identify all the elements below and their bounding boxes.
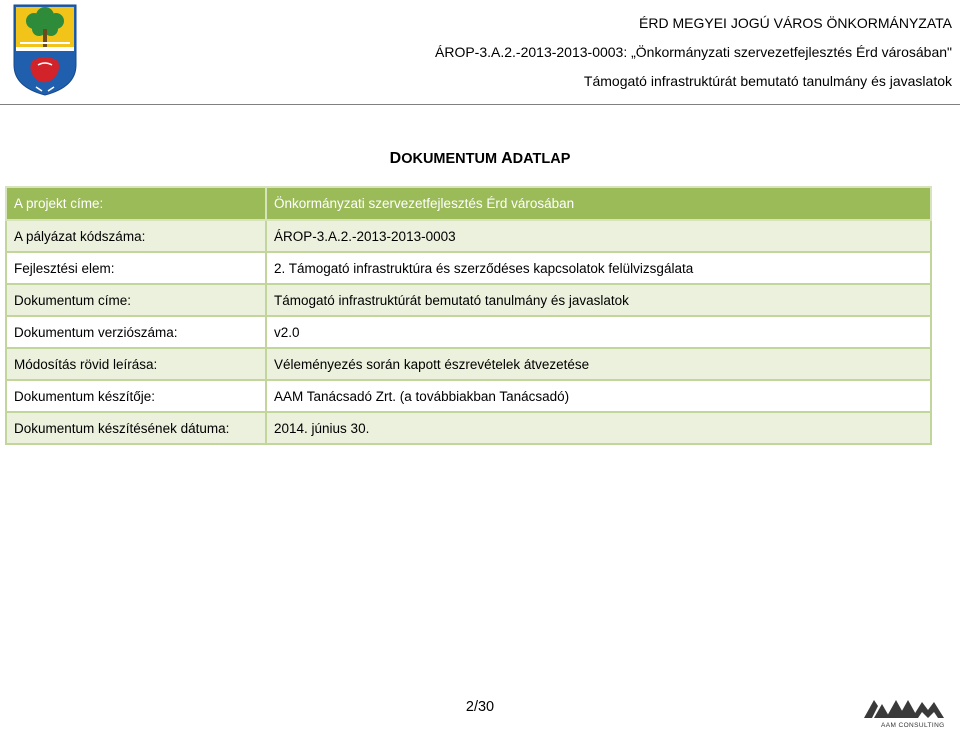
table-row [6,380,931,412]
row-label: Dokumentum készítésének dátuma: [6,412,266,444]
header-municipality: ÉRD MEGYEI JOGÚ VÁROS ÖNKORMÁNYZATA [639,15,952,31]
table-row [6,316,931,348]
logo-wordmark: AAM CONSULTING [881,722,945,729]
erd-coat-of-arms-logo [12,3,78,97]
table-row [6,252,931,284]
table-row [6,348,931,380]
table-row [6,187,931,220]
row-label: A projekt címe: [6,187,266,220]
row-value: Támogató infrastruktúrát bemutató tanulmány és javaslatok [266,284,931,316]
document-data-table [5,186,932,445]
row-value: AAM Tanácsadó Zrt. (a továbbiakban Tanácsadó) [266,380,931,412]
row-value: 2014. június 30. [266,412,931,444]
table-row [6,220,931,252]
table-row [6,284,931,316]
row-value: ÁROP-3.A.2.-2013-2013-0003 [266,220,931,252]
row-value: v2.0 [266,316,931,348]
row-value: Véleményezés során kapott észrevételek átvezetése [266,348,931,380]
header-document-title: Támogató infrastruktúrát bemutató tanulmány és javaslatok [583,73,952,89]
header-divider [0,104,960,105]
row-label: Dokumentum verziószáma: [6,316,266,348]
header-project-code: ÁROP-3.A.2.-2013-2013-0003: „Önkormányzati szervezetfejlesztés Érd városában" [435,44,952,60]
row-value: Önkormányzati szervezetfejlesztés Érd városában [266,187,931,220]
row-label: Dokumentum készítője: [6,380,266,412]
row-label: Dokumentum címe: [6,284,266,316]
row-label: Módosítás rövid leírása: [6,348,266,380]
page-number: 2/30 [465,699,495,715]
page-title: DOKUMENTUM ADATLAP [389,150,571,167]
row-label: A pályázat kódszáma: [6,220,266,252]
row-value: 2. Támogató infrastruktúra és szerződéses kapcsolatok felülvizsgálata [266,252,931,284]
row-label: Fejlesztési elem: [6,252,266,284]
table-row [6,412,931,444]
